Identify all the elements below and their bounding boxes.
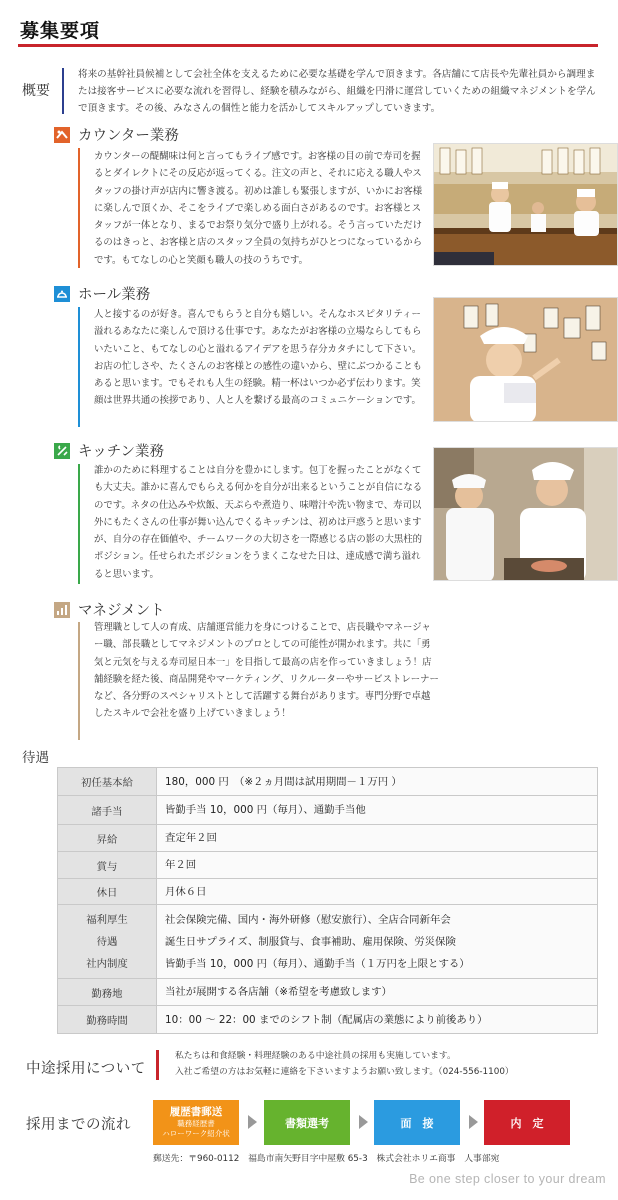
row-label: 福利厚生 待遇 社内制度 — [58, 905, 157, 979]
section-accent-bar — [78, 464, 80, 584]
table-row — [58, 852, 598, 879]
row-label: 初任基本給 — [58, 768, 157, 796]
midcareer-line: 入社ご希望の方はお気軽に連絡を下さいますようお願い致します。（024-556-1100） — [175, 1066, 514, 1077]
treatment-table — [57, 767, 598, 1034]
row-value-line: 当社が展開する各店舗（※希望を考慮致します） — [165, 986, 392, 998]
section-text: 管理職として人の育成、店舗運営能力を身につけることで、店長職やマネージャー職、部長職としてマネジメントのプロとしての可能性が開かれます。共に「勇気と元気を与える寿司屋日本一」を目指して最高の店を作っていきましょう！店舗経験を経た後、商品開発やマーケティング、リクルーターやサービストレーナーなど、各分野のスペシャリストとして活躍する舞台があります。専門分野で卓越したスキルで会社を盛り上げていきましょう！ — [94, 622, 439, 720]
title-divider — [18, 44, 598, 47]
row-value-line: 年２回 — [165, 859, 197, 871]
section-text: 人と接するのが好き。喜んでもらうと自分も嬉しい。そんなホスピタリティー溢れるあなたに楽しんで頂ける仕事です。あなたがお客様の立場ならしてもらいたいこと、もてなしの心と溢れるアイデアを思う存分カタチにして下さい。お店の忙しさや、たくさんのお客様との感性の違いから、壁にぶつかることもあると思います。でもそれも人生の経験。精一杯はいつか必ず伝わります。笑顔は世界共通の挨拶であり、人と人を繋げる最高のコミュニケーションです。 — [94, 309, 422, 407]
midcareer-text — [175, 1049, 514, 1080]
section-title: カウンター業務 — [78, 128, 179, 144]
mailing-address: 郵送先：〒960-0112 福島市南矢野目字中屋敷 65-3 株式会社ホリエ商事 人事部宛 — [153, 1154, 500, 1164]
table-row — [58, 879, 598, 905]
section-heading-hall — [54, 283, 150, 304]
row-value-line: 10：00 ～ 22：00 までのシフト制（配属店の業態により前後あり） — [165, 1013, 488, 1026]
flow-step-sub: 職務経歴書 — [177, 1119, 215, 1128]
flow-step-resume — [153, 1100, 239, 1145]
row-value — [157, 879, 598, 905]
row-value — [157, 768, 598, 796]
row-value — [157, 979, 598, 1006]
row-label: 諸手当 — [58, 796, 157, 825]
row-value — [157, 796, 598, 825]
flow-arrow-icon — [248, 1115, 257, 1129]
table-row — [58, 796, 598, 825]
section-accent-bar — [78, 148, 80, 268]
section-heading-kitchen — [54, 440, 164, 461]
flow-arrow-icon — [469, 1115, 478, 1129]
kitchen-photo — [433, 447, 618, 581]
row-value-line: 月休６日 — [165, 885, 207, 898]
treatment-label: 待遇 — [22, 750, 49, 766]
page-title: 募集要項 — [20, 20, 101, 42]
section-text: カウンターの醍醐味は何と言ってもライブ感です。お客様の目の前で寿司を握るとダイレクトにその反応が返ってくる。注文の声と、それに応える職人やスタッフの掛け声が店内に響き渡る。初めは誰しも緊張しますが、いかにお客様に楽しんで頂くか、そこをライブで楽しめる面白さがあるのです。お客様とスタッフが一体となり、まるでお祭り気分で盛り上がれる。そう言っていただけるのはきっと、お客様と店のスタッフ全員の気持ちがひとつになっているからです。もてなしの心と笑顔も職人の技のうちです。 — [94, 151, 423, 266]
section-text: 誰かのために料理することは自分を豊かにします。包丁を握ったことがなくても大丈夫。誰かに喜んでもらえる何かを自分が出来るということが自信になるのです。ネタの仕込みや炊飯、天ぷらや煮造り、味噌汁や洗い物まで、寿司以外にもたくさんの仕事が舞い込んでくるキッチンは、初めは戸惑うと思いますが、自分の存在価値や、チームワークの大切さを一際感じる店の影の大黒柱的ポジション。任せられたポジションをうまくこなせた日は、達成感で満ち溢れると思います。 — [94, 465, 423, 580]
section-accent-bar — [78, 307, 80, 427]
row-value-line: 社会保険完備、国内・海外研修（慰安旅行）、全店合同新年会 — [165, 913, 451, 926]
section-title: キッチン業務 — [78, 444, 164, 460]
flow-label: 採用までの流れ — [26, 1117, 131, 1133]
row-value-line: 180，000 円 （※２ヵ月間は試用期間－１万円 ） — [165, 775, 402, 788]
flow-step-title: 面 接 — [400, 1116, 434, 1130]
table-row — [58, 825, 598, 852]
footer-tagline: Be one step closer to your dream — [409, 1172, 606, 1186]
table-row — [58, 1006, 598, 1034]
flow-step-interview — [374, 1100, 460, 1145]
row-label: 昇給 — [58, 825, 157, 852]
flow-step-screening — [264, 1100, 350, 1145]
row-label: 勤務地 — [58, 979, 157, 1006]
row-value — [157, 825, 598, 852]
management-icon — [54, 602, 70, 618]
midcareer-accent-bar — [156, 1050, 159, 1080]
table-row — [58, 979, 598, 1006]
counter-icon — [54, 127, 70, 143]
overview-accent-bar — [62, 68, 64, 114]
section-accent-bar — [78, 622, 80, 740]
overview-text: 将来の基幹社員候補として会社全体を支えるために必要な基礎を学んで頂きます。各店舗にて店長や先輩社員から調理または接客サービスに必要な流れを習得し、経験を積みながら、組織を円滑に運営していくための組織マネジメントを学んで頂きます。その後、みなさんの個性と能力を活かしてスキルアップしていきます。 — [78, 69, 596, 114]
section-heading-counter — [54, 124, 179, 145]
section-heading-management — [54, 599, 165, 620]
flow-step-title: 履歴書郵送 — [169, 1106, 223, 1118]
row-value — [157, 1006, 598, 1034]
hall-photo — [433, 297, 618, 422]
row-label: 休日 — [58, 879, 157, 905]
flow-step-title: 書類選考 — [285, 1116, 329, 1130]
row-label: 勤務時間 — [58, 1006, 157, 1034]
row-label: 賞与 — [58, 852, 157, 879]
row-value-line: 皆勤手当 10，000 円（毎月）、通勤手当他 — [165, 804, 366, 816]
flow-arrow-icon — [359, 1115, 368, 1129]
hall-icon — [54, 286, 70, 302]
midcareer-line: 私たちは和食経験・料理経験のある中途社員の採用も実施しています。 — [175, 1051, 456, 1061]
row-value-line: 誕生日サプライズ、制服貸与、食事補助、雇用保険、労災保険 — [165, 935, 456, 948]
table-row — [58, 905, 598, 979]
midcareer-label: 中途採用について — [26, 1061, 146, 1077]
row-value-line: 皆勤手当 10，000 円（毎月）、通勤手当（１万円を上限とする） — [165, 957, 470, 970]
section-title: ホール業務 — [78, 287, 151, 303]
row-value — [157, 852, 598, 879]
flow-step-sub: ハローワーク紹介状 — [162, 1129, 230, 1138]
section-title: マネジメント — [78, 603, 165, 619]
overview-label: 概要 — [22, 83, 50, 99]
kitchen-icon — [54, 443, 70, 459]
flow-step-offer — [484, 1100, 570, 1145]
table-row — [58, 768, 598, 796]
flow-step-title: 内 定 — [510, 1116, 544, 1130]
row-value — [157, 905, 598, 979]
row-value-line: 査定年２回 — [165, 832, 217, 844]
counter-photo — [433, 143, 618, 266]
